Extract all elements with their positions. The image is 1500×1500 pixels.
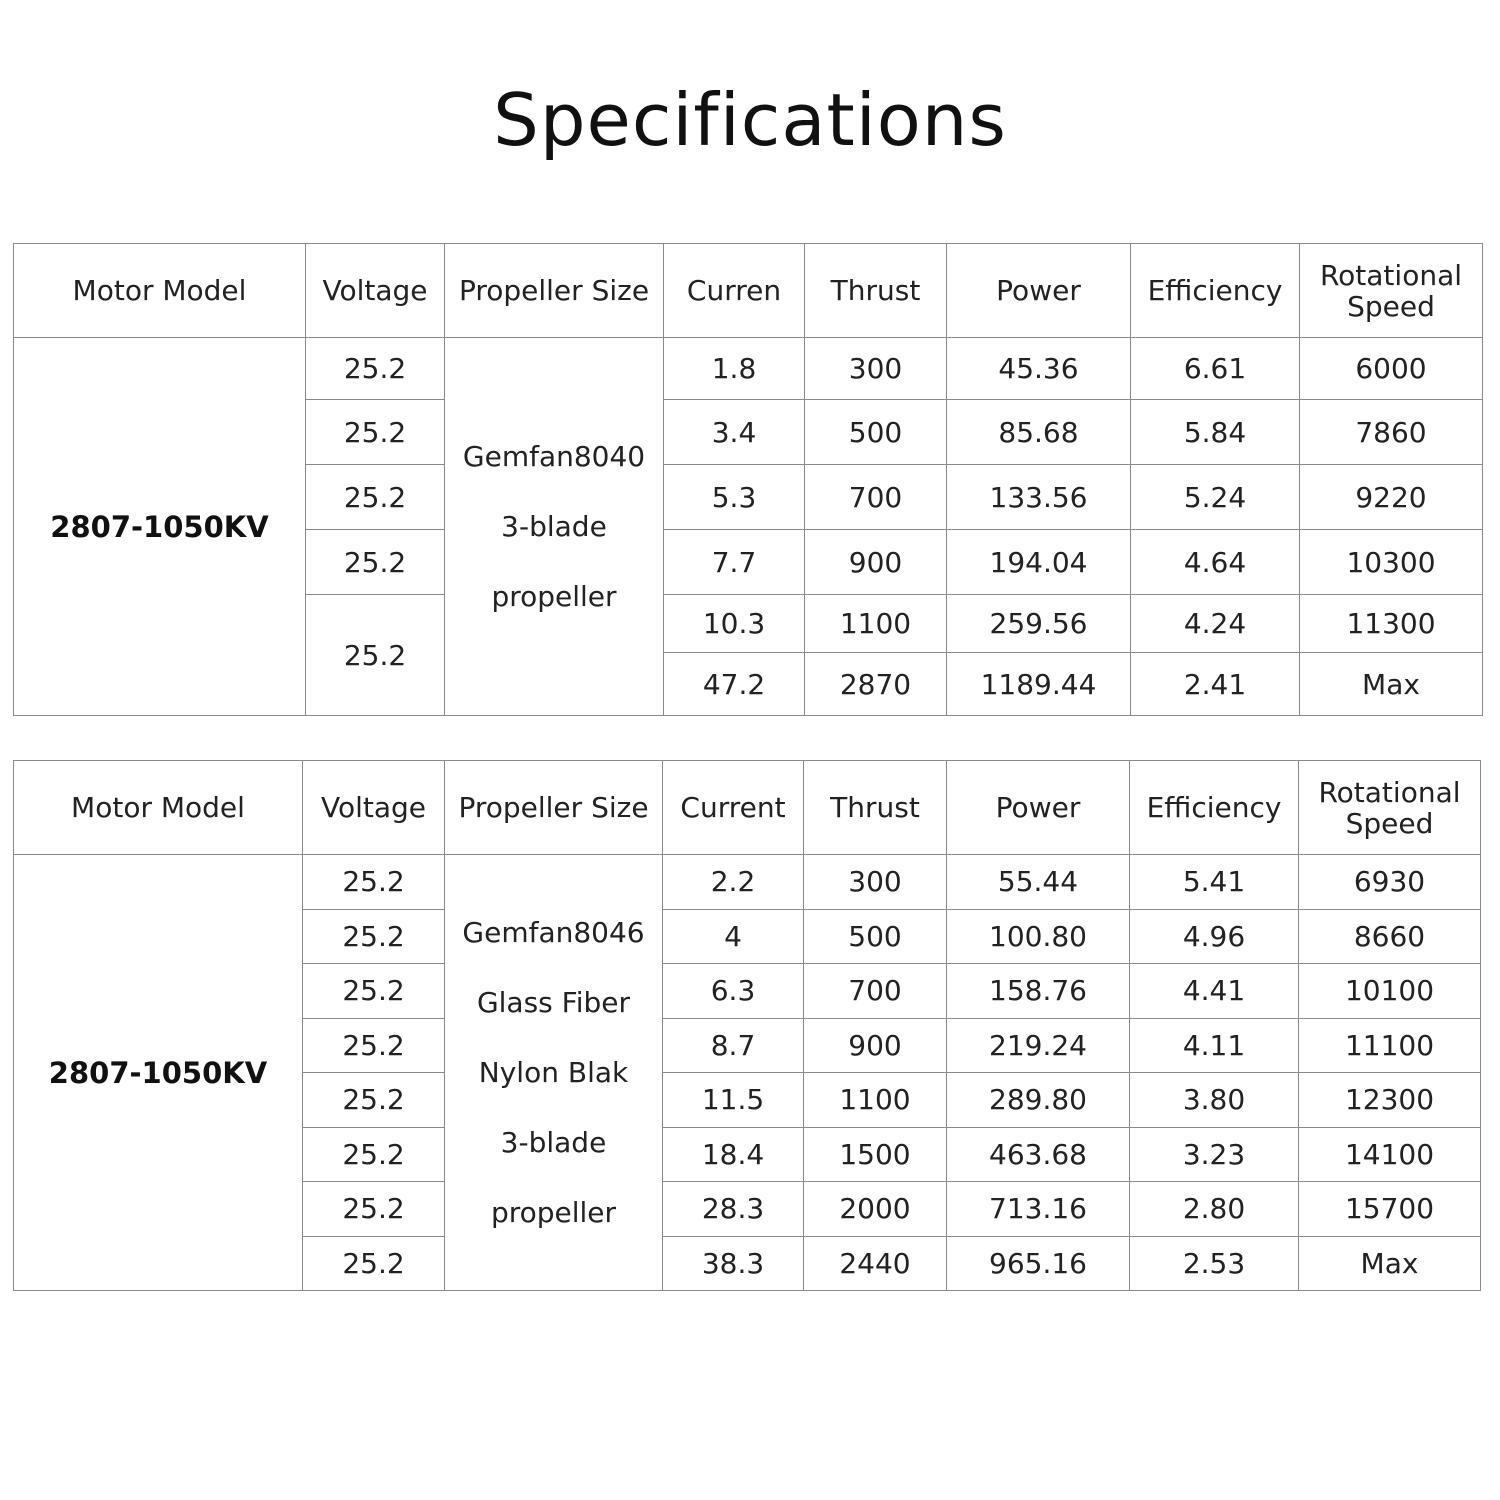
voltage-cell: 25.2 [303,855,445,910]
efficiency-cell: 5.84 [1131,400,1300,465]
propeller-line: Nylon Blak [478,1055,629,1089]
thrust-cell: 2000 [804,1182,947,1237]
thrust-cell: 500 [805,400,947,465]
power-cell: 85.68 [947,400,1131,465]
speed-cell: 10100 [1299,964,1481,1019]
current-cell: 2.2 [663,855,804,910]
speed-cell: 7860 [1300,400,1483,465]
speed-cell: 6930 [1299,855,1481,910]
table-header-row [14,244,1483,338]
efficiency-cell: 2.53 [1130,1236,1299,1291]
speed-cell: 9220 [1300,465,1483,530]
spec-table-1 [13,243,1483,716]
current-cell: 3.4 [664,400,805,465]
speed-cell: 8660 [1299,909,1481,964]
header-efficiency: Efficiency [1131,244,1300,338]
efficiency-cell: 5.41 [1130,855,1299,910]
efficiency-cell: 4.96 [1130,909,1299,964]
header-motor-model: Motor Model [14,761,303,855]
efficiency-cell: 4.41 [1130,964,1299,1019]
header-thrust: Thrust [804,761,947,855]
table-row [14,338,1483,400]
speed-cell: 11100 [1299,1018,1481,1073]
efficiency-cell: 6.61 [1131,338,1300,400]
power-cell: 713.16 [947,1182,1130,1237]
current-cell: 18.4 [663,1127,804,1182]
current-cell: 6.3 [663,964,804,1019]
thrust-cell: 2440 [804,1236,947,1291]
efficiency-cell: 3.80 [1130,1073,1299,1128]
current-cell: 4 [663,909,804,964]
header-power: Power [947,761,1130,855]
efficiency-cell: 2.80 [1130,1182,1299,1237]
voltage-cell: 25.2 [303,1018,445,1073]
header-motor-model: Motor Model [14,244,306,338]
header-current: Current [663,761,804,855]
voltage-cell: 25.2 [306,595,445,716]
current-cell: 47.2 [664,653,805,716]
efficiency-cell: 4.64 [1131,530,1300,595]
power-cell: 133.56 [947,465,1131,530]
header-propeller-size: Propeller Size [445,244,664,338]
efficiency-cell: 4.24 [1131,595,1300,653]
speed-cell: 6000 [1300,338,1483,400]
spec-table-2 [13,760,1481,1291]
propeller-line: Gemfan8040 [462,439,646,473]
table-row [14,855,1481,910]
thrust-cell: 700 [805,465,947,530]
current-cell: 1.8 [664,338,805,400]
power-cell: 194.04 [947,530,1131,595]
voltage-cell: 25.2 [303,964,445,1019]
speed-cell: 11300 [1300,595,1483,653]
thrust-cell: 900 [805,530,947,595]
speed-cell: 14100 [1299,1127,1481,1182]
propeller-line: Gemfan8046 [462,915,645,949]
power-cell: 158.76 [947,964,1130,1019]
propeller-line: 3-blade [501,509,607,543]
speed-cell: 15700 [1299,1182,1481,1237]
header-current: Curren [664,244,805,338]
power-cell: 965.16 [947,1236,1130,1291]
header-efficiency: Efficiency [1130,761,1299,855]
header-rotational-speed: Rotational Speed [1300,244,1483,338]
power-cell: 219.24 [947,1018,1130,1073]
propeller-size-cell [445,855,663,1291]
voltage-cell: 25.2 [303,1182,445,1237]
motor-model-cell: 2807-1050KV [14,338,306,716]
power-cell: 259.56 [947,595,1131,653]
speed-cell: 10300 [1300,530,1483,595]
thrust-cell: 1100 [805,595,947,653]
efficiency-cell: 3.23 [1130,1127,1299,1182]
voltage-cell: 25.2 [306,338,445,400]
current-cell: 7.7 [664,530,805,595]
propeller-line: propeller [490,1195,617,1229]
efficiency-cell: 4.11 [1130,1018,1299,1073]
current-cell: 5.3 [664,465,805,530]
thrust-cell: 300 [805,338,947,400]
header-rotational-speed: Rotational Speed [1299,761,1481,855]
thrust-cell: 1500 [804,1127,947,1182]
header-propeller-size: Propeller Size [445,761,663,855]
efficiency-cell: 2.41 [1131,653,1300,716]
header-thrust: Thrust [805,244,947,338]
efficiency-cell: 5.24 [1131,465,1300,530]
table-header-row [14,761,1481,855]
current-cell: 10.3 [664,595,805,653]
header-voltage: Voltage [303,761,445,855]
voltage-cell: 25.2 [306,400,445,465]
power-cell: 289.80 [947,1073,1130,1128]
voltage-cell: 25.2 [303,1236,445,1291]
speed-cell: Max [1299,1236,1481,1291]
voltage-cell: 25.2 [303,1127,445,1182]
speed-cell: 12300 [1299,1073,1481,1128]
page-title: Specifications [493,78,1007,162]
power-cell: 100.80 [947,909,1130,964]
propeller-size-cell [445,338,664,716]
voltage-cell: 25.2 [303,909,445,964]
voltage-cell: 25.2 [306,530,445,595]
thrust-cell: 300 [804,855,947,910]
thrust-cell: 1100 [804,1073,947,1128]
thrust-cell: 500 [804,909,947,964]
thrust-cell: 900 [804,1018,947,1073]
current-cell: 38.3 [663,1236,804,1291]
power-cell: 463.68 [947,1127,1130,1182]
propeller-line: Glass Fiber [476,985,631,1019]
power-cell: 45.36 [947,338,1131,400]
speed-cell: Max [1300,653,1483,716]
voltage-cell: 25.2 [303,1073,445,1128]
thrust-cell: 2870 [805,653,947,716]
voltage-cell: 25.2 [306,465,445,530]
power-cell: 1189.44 [947,653,1131,716]
power-cell: 55.44 [947,855,1130,910]
motor-model-cell: 2807-1050KV [14,855,303,1291]
propeller-line: 3-blade [500,1125,607,1159]
current-cell: 11.5 [663,1073,804,1128]
thrust-cell: 700 [804,964,947,1019]
current-cell: 28.3 [663,1182,804,1237]
header-power: Power [947,244,1131,338]
propeller-line: propeller [491,579,617,613]
current-cell: 8.7 [663,1018,804,1073]
header-voltage: Voltage [306,244,445,338]
